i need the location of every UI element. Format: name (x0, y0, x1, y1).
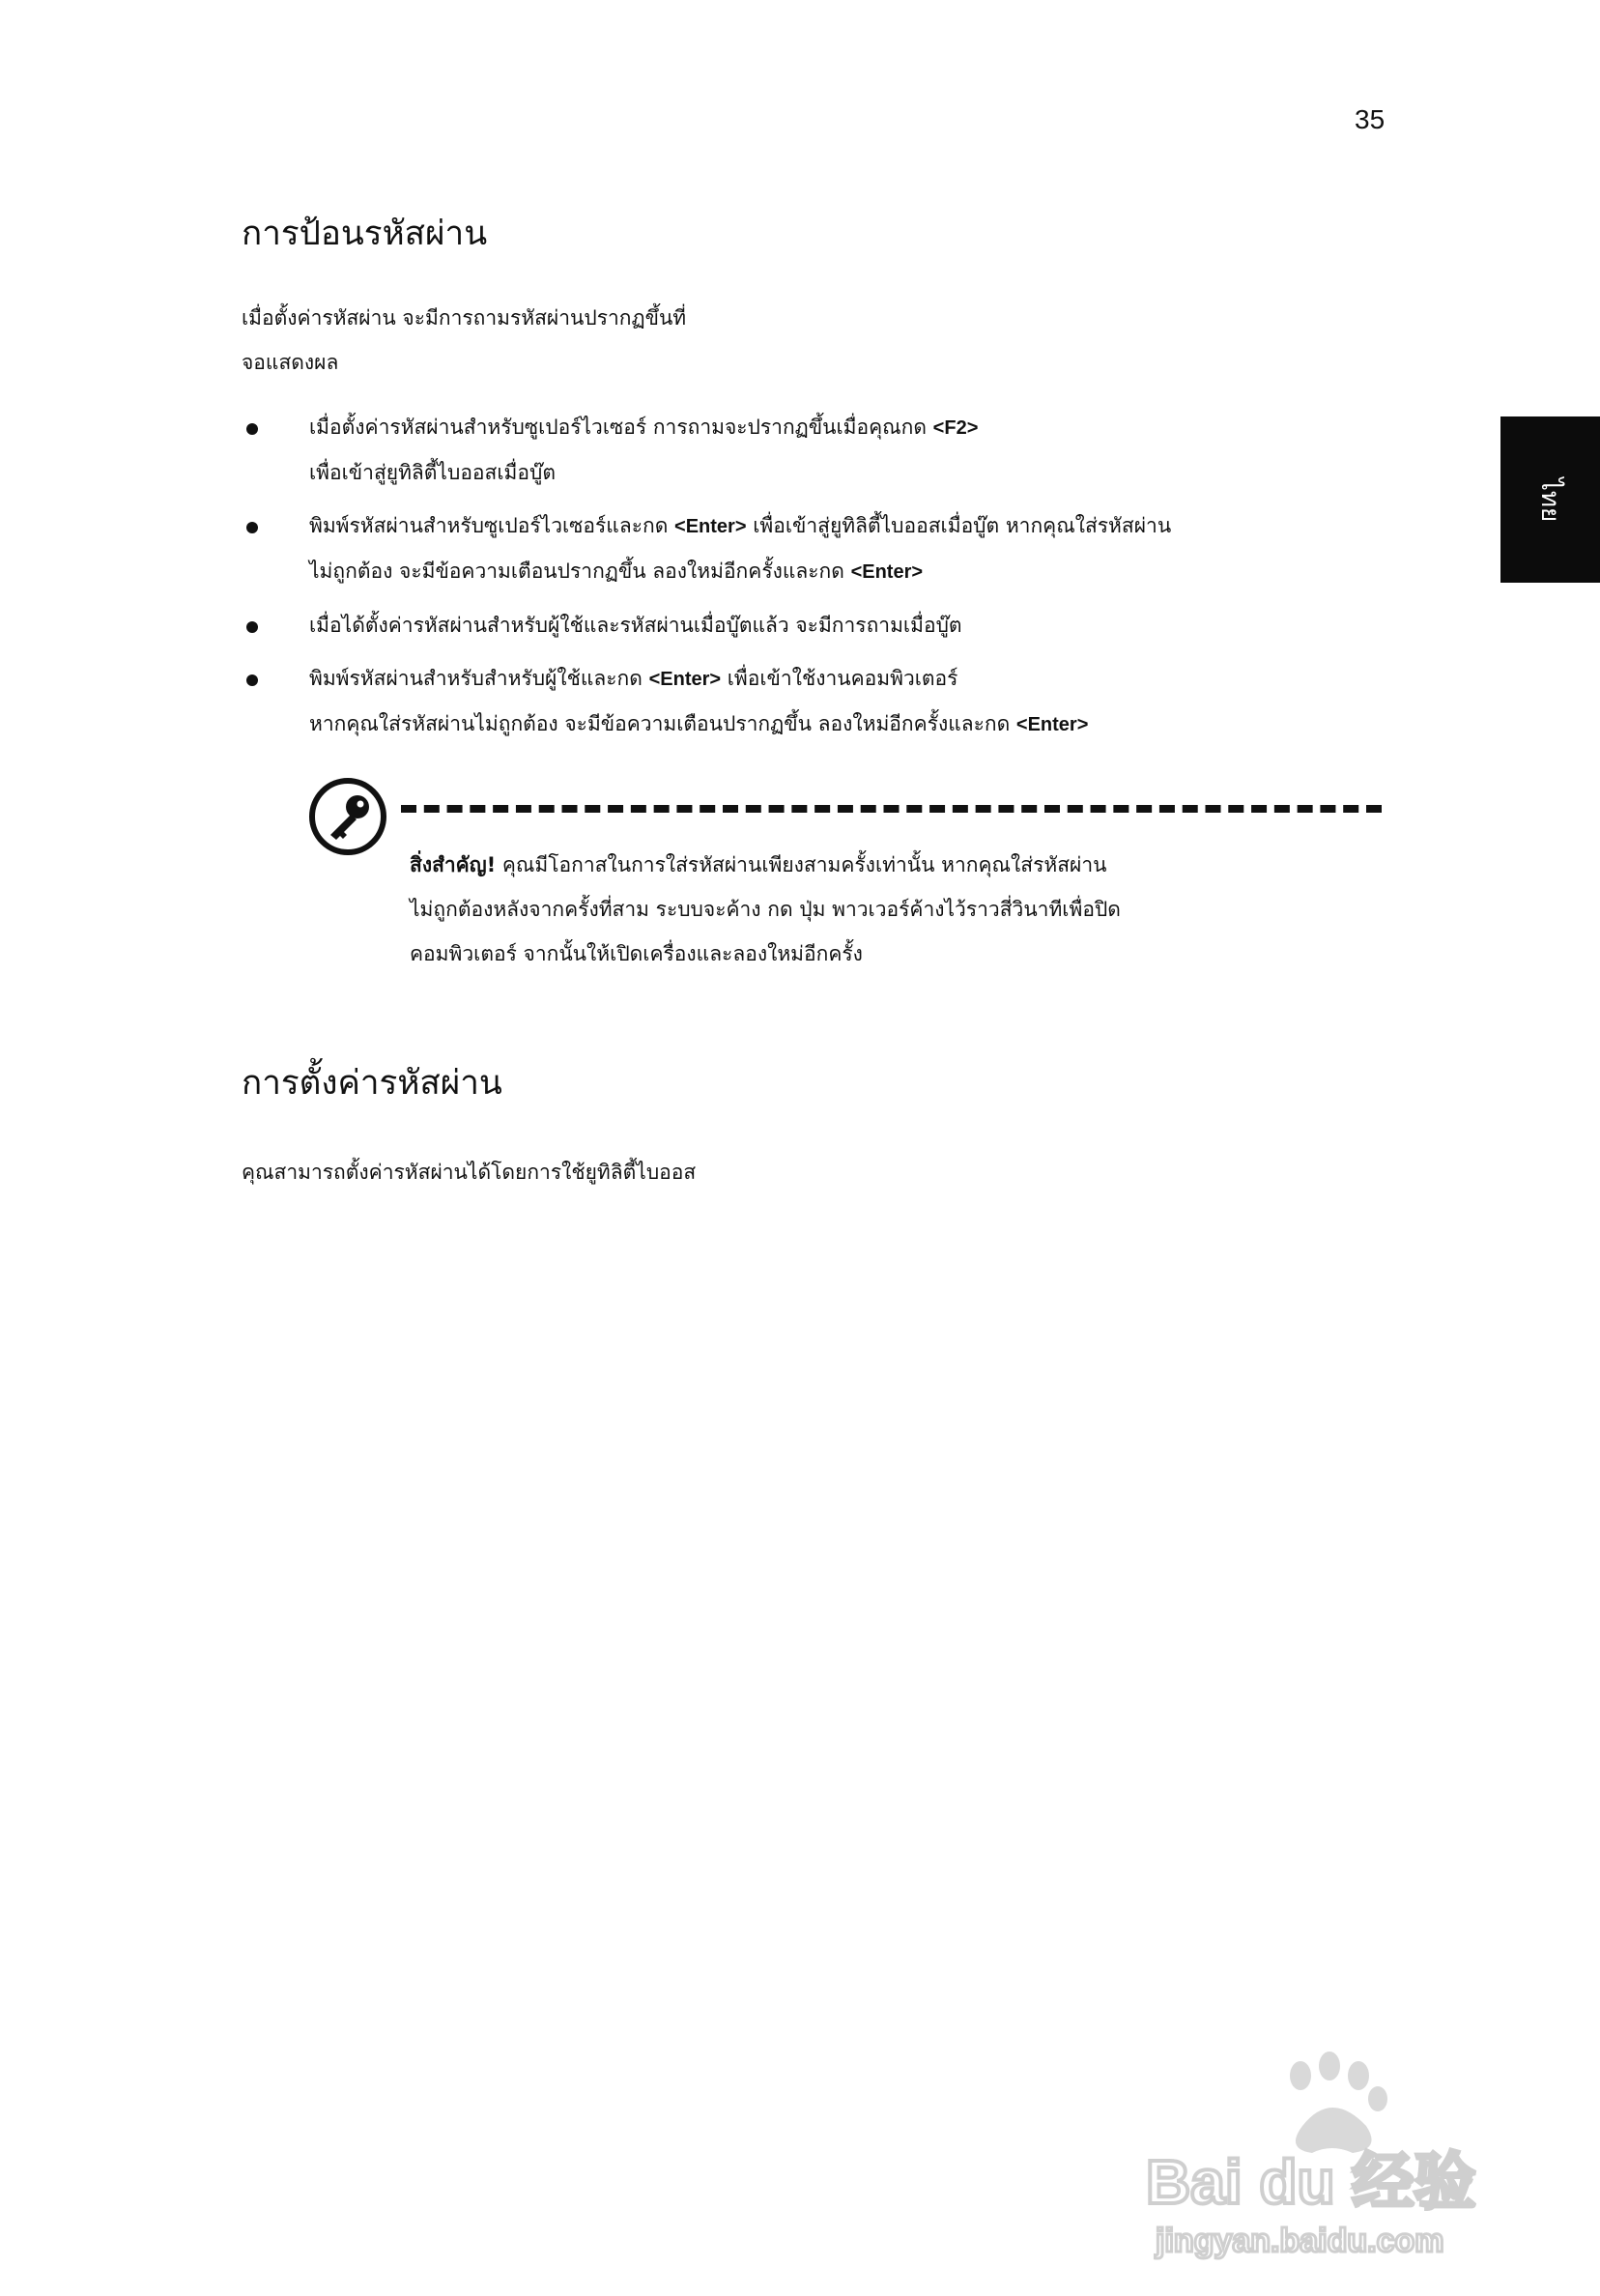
intro-paragraph (242, 296, 686, 385)
section-heading-set-password: การตั้งค่ารหัสผ่าน (242, 1064, 502, 1103)
section-heading-enter-password: การป้อนรหัสผ่าน (242, 215, 488, 253)
key-label: <F2> (932, 417, 979, 439)
bullet-dot (246, 522, 258, 533)
page-number: 35 (1355, 104, 1386, 134)
key-label: <Enter> (674, 516, 747, 537)
watermark-url: jingyan.baidu.com (1156, 2223, 1444, 2259)
bullet-dot (246, 674, 258, 686)
key-label: <Enter> (648, 669, 722, 690)
bullet-text (309, 416, 978, 484)
language-tab-label: ไทย (1534, 477, 1564, 522)
intro-text: เมื่อตั้งค่ารหัสผ่าน จะมีการถามรหัสผ่านปรากฏขึ้นที่ จอแสดงผล (242, 306, 687, 374)
bullet-item-3 (242, 603, 1401, 647)
bullet-text-part: พิมพ์รหัสผ่านสำหรับซูเปอร์ไวเซอร์และกด (309, 514, 675, 537)
bullet-text-part: พิมพ์รหัสผ่านสำหรับสำหรับผู้ใช้และกด (309, 667, 649, 690)
bullet-text-part: เพื่อเข้าใช้งานคอมพิวเตอร์ หากคุณใส่รหัสผ่านไม่ถูกต้อง จะมีข้อความเตือนปรากฏขึ้น ลองใหม่อีกครั้งและกด (309, 667, 1011, 735)
bullet-text-part: เพื่อเข้าสู่ยูทิลิตี้ไบออสเมื่อบู๊ต (309, 461, 556, 484)
bullet-text-part: เพื่อเข้าสู่ยูทิลิตี้ไบออสเมื่อบู๊ต หากคุณใส่รหัสผ่าน ไม่ถูกต้อง จะมีข้อความเตือนปรากฏขึ้น ลองใหม่อีกครั้งและกด (309, 514, 1172, 583)
key-label: <Enter> (1015, 714, 1089, 735)
bullet-text (309, 667, 1088, 735)
bullet-dot (246, 621, 258, 633)
watermark-brand: Bai du 经验 (1146, 2147, 1476, 2217)
bullet-item-2 (242, 503, 1401, 594)
bullet-text-part: เมื่อตั้งค่ารหัสผ่านสำหรับซูเปอร์ไวเซอร์ การถามจะปรากฏขึ้นเมื่อคุณกด (309, 416, 933, 439)
watermark (1129, 2049, 1515, 2271)
paw-icon (1290, 2052, 1387, 2153)
bullet-list (242, 405, 1401, 756)
language-tab (1500, 416, 1600, 583)
bullet-text (309, 614, 962, 637)
bullet-text (309, 514, 1171, 583)
bullet-text-part: เมื่อได้ตั้งค่ารหัสผ่านสำหรับผู้ใช้และรหัสผ่านเมื่อบู๊ตแล้ว จะมีการถามเมื่อบู๊ต (309, 614, 962, 637)
note-label: สิ่งสำคัญ! (410, 853, 497, 876)
important-note (410, 843, 1376, 976)
bullet-item-1 (242, 405, 1401, 495)
key-icon (307, 776, 388, 857)
key-label: <Enter> (850, 561, 924, 583)
note-body: คุณมีโอกาสในการใส่รหัสผ่านเพียงสามครั้งเท่านั้น หากคุณใส่รหัสผ่าน ไม่ถูกต้องหลังจากครั้งที่สาม ระบบจะค้าง กด ปุ่ม พาวเวอร์ค้างไว้ราวสี่วินาทีเพื่อปิด คอมพิวเตอร์ จากนั้นให้เปิดเครื่องและลองใหม่อีกครั้ง (410, 853, 1121, 965)
bullet-dot (246, 423, 258, 435)
bullet-item-4 (242, 656, 1401, 747)
set-password-paragraph: คุณสามารถตั้งค่ารหัสผ่านได้โดยการใช้ยูทิลิตี้ไบออส (242, 1161, 697, 1184)
note-divider (401, 805, 1382, 813)
